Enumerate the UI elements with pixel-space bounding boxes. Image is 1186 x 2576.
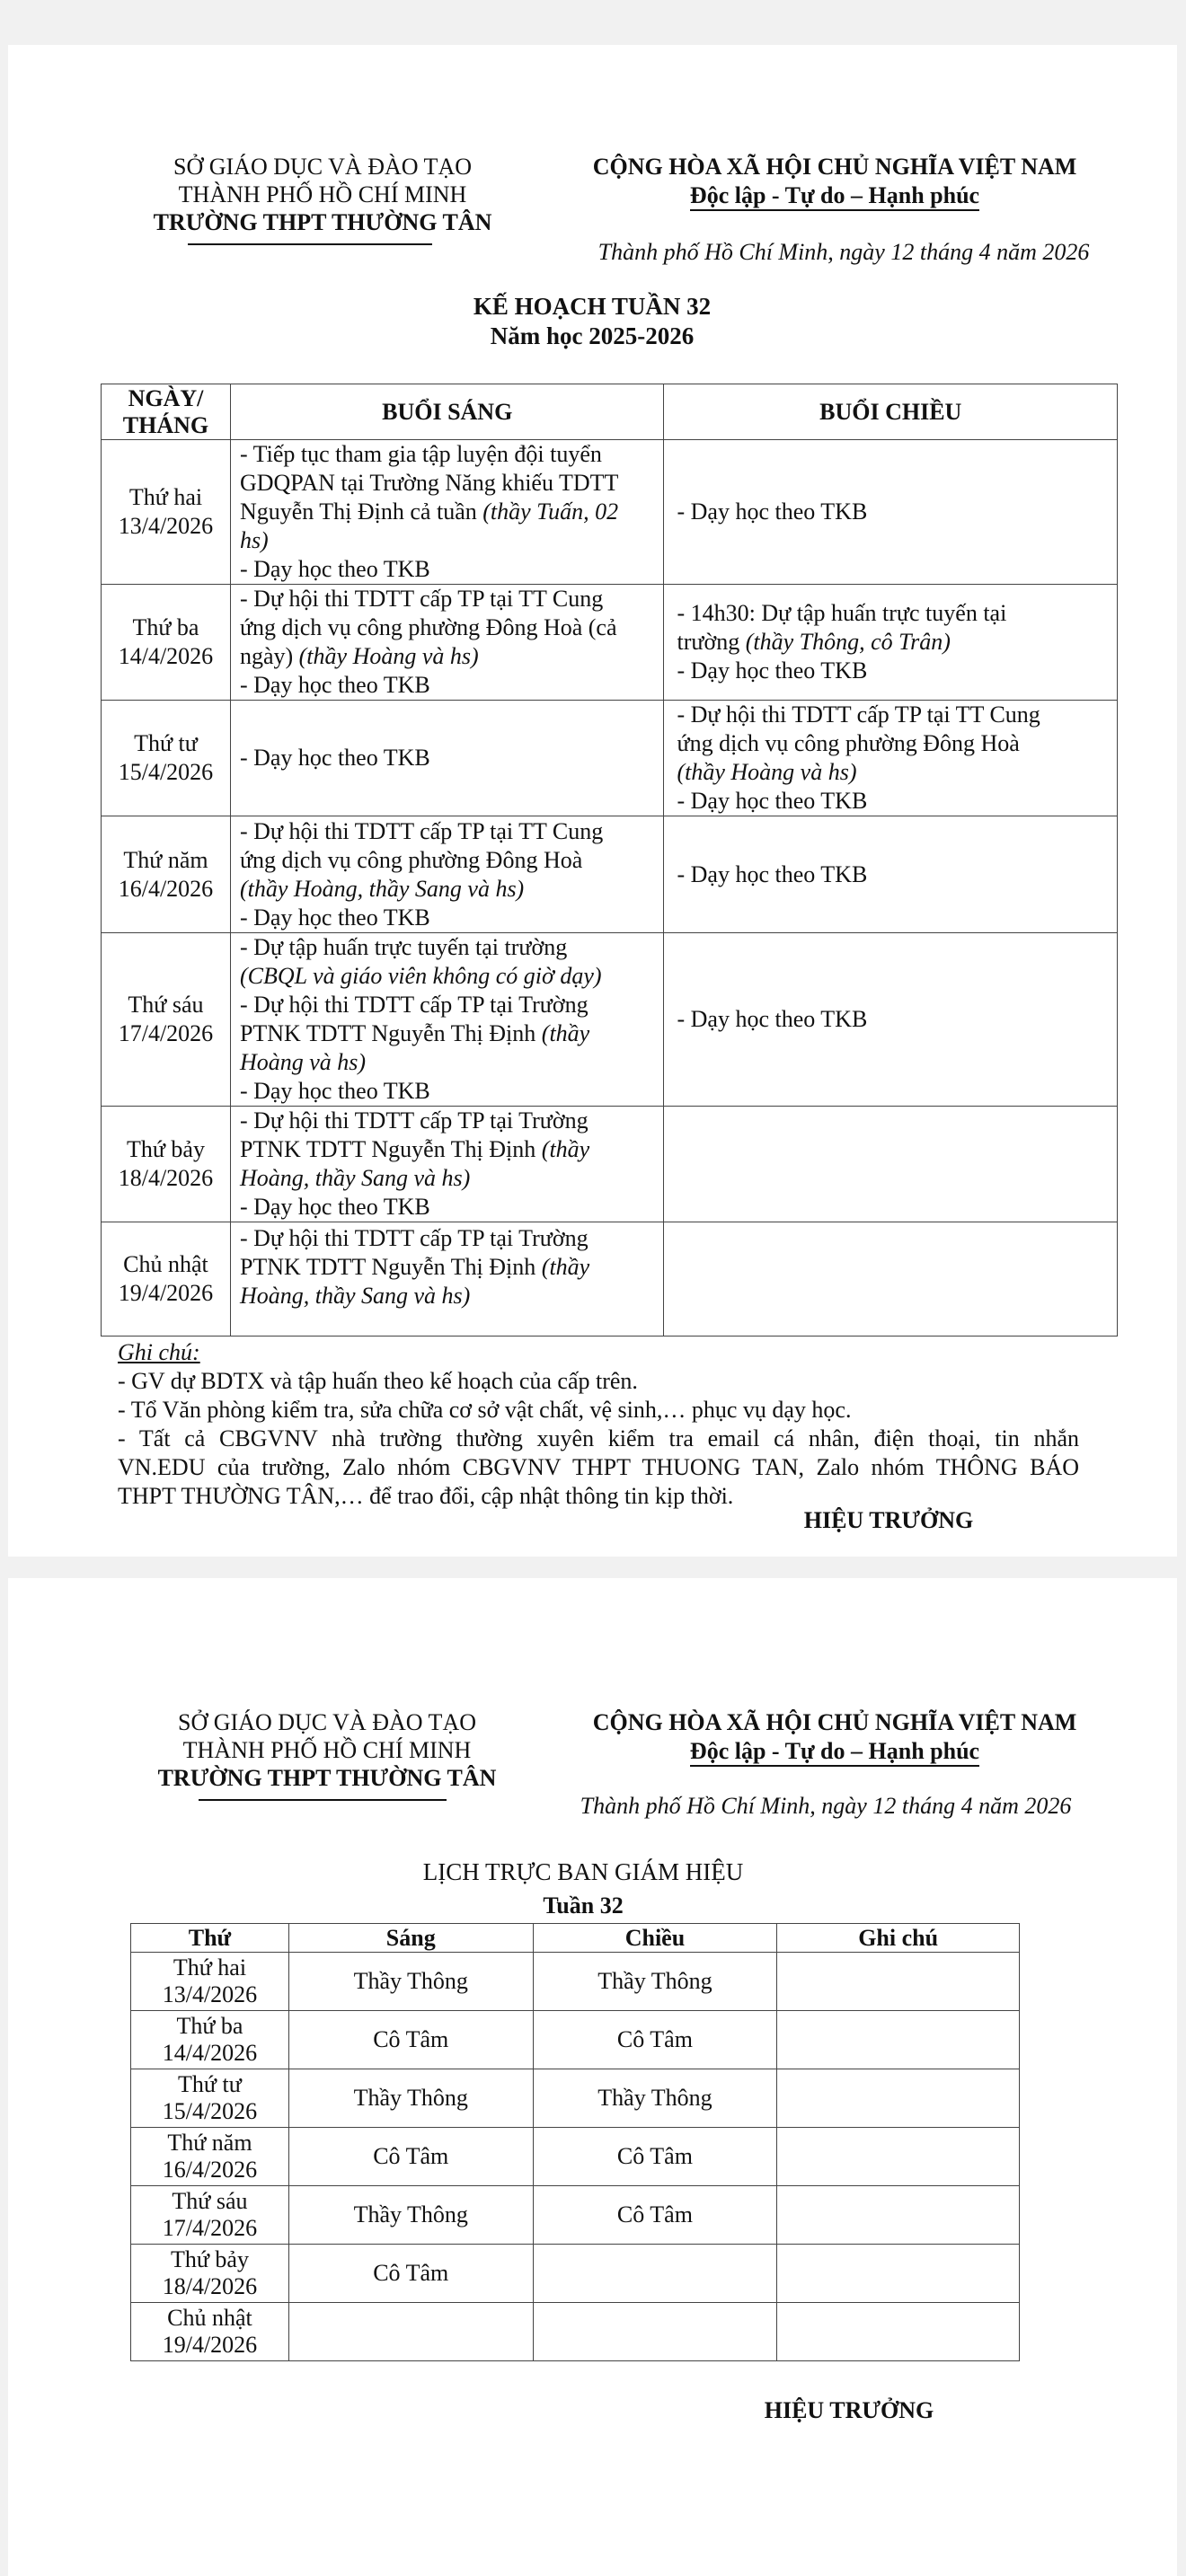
activity-line: - Dạy học theo TKB xyxy=(677,860,868,887)
day-cell xyxy=(131,2186,289,2245)
day-name: Chủ nhật xyxy=(123,1251,208,1277)
activity-line: - Dạy học theo TKB xyxy=(677,498,868,525)
school-underline-2 xyxy=(199,1799,447,1801)
activity-line: - Dự tập huấn trực tuyến tại trường xyxy=(239,934,568,960)
day-date: 19/4/2026 xyxy=(118,1280,214,1306)
notes-block xyxy=(118,1338,1079,1511)
day-cell xyxy=(131,2303,289,2361)
activity-people: (thầy Thông, cô Trân) xyxy=(745,629,951,655)
note-cell xyxy=(777,1953,1020,2011)
weekly-plan-table xyxy=(101,384,1118,1337)
activity-line: ứng dịch vụ công phường Đông Hoà xyxy=(677,730,1020,756)
dept-line-2: THÀNH PHỐ HỒ CHÍ MINH xyxy=(178,181,467,207)
day-date: 13/4/2026 xyxy=(162,1981,258,2007)
col-header-afternoon: BUỔI CHIỀU xyxy=(664,384,1118,440)
note-cell xyxy=(777,2245,1020,2303)
plan-title: KẾ HOẠCH TUẦN 32 xyxy=(473,293,712,320)
day-cell xyxy=(102,1222,231,1337)
day-name: Thứ năm xyxy=(167,2130,252,2156)
day-cell xyxy=(131,2011,289,2069)
table-row xyxy=(131,2303,1020,2361)
morning-cell xyxy=(230,816,664,933)
country-title: CỘNG HÒA XÃ HỘI CHỦ NGHĨA VIỆT NAM xyxy=(592,154,1077,180)
header-left-block-2 xyxy=(129,1708,525,1792)
day-date: 19/4/2026 xyxy=(162,2332,258,2358)
morning-cell: Thầy Thông xyxy=(288,2186,533,2245)
day-date: 14/4/2026 xyxy=(162,2040,258,2066)
day-date: 17/4/2026 xyxy=(162,2215,258,2241)
motto-text: Độc lập - Tự do – Hạnh phúc xyxy=(690,182,979,211)
activity-line: - Dạy học theo TKB xyxy=(239,1078,430,1104)
date-line: Thành phố Hồ Chí Minh, ngày 12 tháng 4 năm 2026 xyxy=(597,239,1090,265)
day-name: Thứ hai xyxy=(128,484,203,510)
afternoon-cell: Cô Tâm xyxy=(533,2011,777,2069)
day-date: 14/4/2026 xyxy=(118,643,214,669)
day-cell xyxy=(102,1107,231,1222)
table-row xyxy=(131,1953,1020,2011)
activity-people: (thầy Hoàng, thầy Sang và hs) xyxy=(239,875,525,902)
day-date: 15/4/2026 xyxy=(118,759,214,785)
note-line: VN.EDU của trường, Zalo nhóm CBGVNV THPT THUONG TAN, Zalo nhóm THÔNG BÁO xyxy=(118,1454,1079,1480)
note-line: THPT THƯỜNG TÂN,… để trao đổi, cập nhật thông tin kịp thời. xyxy=(118,1483,734,1509)
afternoon-cell xyxy=(664,585,1118,701)
activity-line: ứng dịch vụ công phường Đông Hoà (cả xyxy=(239,614,617,640)
activity-line: - 14h30: Dự tập huấn trực tuyến tại xyxy=(677,600,1007,626)
table-row xyxy=(131,2186,1020,2245)
table-row xyxy=(102,933,1118,1107)
col-header-morning: Sáng xyxy=(288,1924,533,1953)
morning-cell xyxy=(230,585,664,701)
activity-line: - Dự hội thi TDTT cấp TP tại TT Cung xyxy=(239,817,604,844)
table-row xyxy=(102,701,1118,816)
principal-signature: HIỆU TRƯỞNG xyxy=(803,1507,974,1533)
day-name: Thứ năm xyxy=(123,846,208,873)
activity-line: ứng dịch vụ công phường Đông Hoà xyxy=(239,846,583,873)
motto-text: Độc lập - Tự do – Hạnh phúc xyxy=(690,1738,979,1767)
country-title-2: CỘNG HÒA XÃ HỘI CHỦ NGHĨA VIỆT NAM xyxy=(592,1709,1077,1735)
day-name: Thứ tư xyxy=(178,2071,242,2097)
notes-title: Ghi chú: xyxy=(118,1339,200,1365)
duty-title: LỊCH TRỰC BAN GIÁM HIỆU xyxy=(422,1858,744,1885)
activity-line: PTNK TDTT Nguyễn Thị Định xyxy=(239,1136,536,1162)
document-page-1 xyxy=(8,45,1177,1557)
motto-2 xyxy=(552,1737,1118,1765)
day-name: Thứ sáu xyxy=(128,992,204,1018)
morning-cell xyxy=(230,440,664,585)
day-cell xyxy=(131,1953,289,2011)
activity-people: (thầy Tuấn, 02 xyxy=(482,498,619,525)
activity-people: hs) xyxy=(239,527,269,553)
morning-cell xyxy=(230,1222,664,1337)
morning-cell xyxy=(230,1107,664,1222)
note-line: - Tất cả CBGVNV nhà trường thường xuyên kiểm tra email cá nhân, điện thoại, tin nhắn xyxy=(118,1425,1079,1451)
table-row xyxy=(131,2011,1020,2069)
activity-line: - Dạy học theo TKB xyxy=(239,745,430,771)
activity-line: Nguyễn Thị Định cả tuần xyxy=(239,498,477,525)
note-cell xyxy=(777,2186,1020,2245)
activity-people: (thầy xyxy=(541,1020,590,1046)
activity-line: - Tiếp tục tham gia tập luyện đội tuyển xyxy=(239,441,602,467)
morning-cell xyxy=(230,933,664,1107)
day-cell xyxy=(131,2069,289,2128)
day-date: 17/4/2026 xyxy=(118,1020,214,1046)
col-header-afternoon: Chiều xyxy=(533,1924,777,1953)
afternoon-cell xyxy=(664,1107,1118,1222)
day-cell xyxy=(131,2128,289,2186)
day-name: Chủ nhật xyxy=(167,2305,252,2331)
col-header-day-line1: NGÀY/ xyxy=(128,384,204,411)
table-row xyxy=(131,2069,1020,2128)
activity-people: Hoàng, thầy Sang và hs) xyxy=(239,1165,471,1191)
col-header-morning: BUỔI SÁNG xyxy=(230,384,664,440)
afternoon-cell xyxy=(533,2245,777,2303)
document-page-2 xyxy=(8,1578,1177,2576)
day-name: Thứ ba xyxy=(176,2013,243,2039)
activity-people: (thầy Hoàng và hs) xyxy=(677,759,857,785)
note-line: - GV dự BDTX và tập huấn theo kế hoạch của cấp trên. xyxy=(118,1368,638,1394)
afternoon-cell xyxy=(664,440,1118,585)
table-row xyxy=(102,816,1118,933)
activity-line: GDQPAN tại Trường Năng khiếu TDTT xyxy=(239,470,619,496)
day-date: 18/4/2026 xyxy=(162,2273,258,2299)
school-name: TRƯỜNG THPT THƯỜNG TÂN xyxy=(153,209,492,235)
morning-cell: Cô Tâm xyxy=(288,2128,533,2186)
note-line: - Tổ Văn phòng kiểm tra, sửa chữa cơ sở vật chất, vệ sinh,… phục vụ dạy học. xyxy=(118,1397,852,1423)
activity-people: (thầy xyxy=(541,1136,590,1162)
date-line-2: Thành phố Hồ Chí Minh, ngày 12 tháng 4 năm 2026 xyxy=(580,1793,1072,1819)
activity-line: - Dự hội thi TDTT cấp TP tại TT Cung xyxy=(677,701,1040,728)
day-cell xyxy=(131,2245,289,2303)
activity-line: - Dạy học theo TKB xyxy=(239,1194,430,1220)
activity-line: PTNK TDTT Nguyễn Thị Định xyxy=(239,1254,536,1280)
col-header-note: Ghi chú xyxy=(777,1924,1020,1953)
activity-people: Hoàng, thầy Sang và hs) xyxy=(239,1283,471,1309)
afternoon-cell: Cô Tâm xyxy=(533,2186,777,2245)
school-name: TRƯỜNG THPT THƯỜNG TÂN xyxy=(157,1765,497,1791)
activity-line: PTNK TDTT Nguyễn Thị Định xyxy=(239,1020,536,1046)
day-name: Thứ ba xyxy=(132,614,199,640)
day-date: 18/4/2026 xyxy=(118,1165,214,1191)
day-cell xyxy=(102,701,231,816)
activity-people: (thầy xyxy=(541,1254,590,1280)
plan-header-row xyxy=(102,384,1118,440)
col-header-day-line2: THÁNG xyxy=(122,411,209,438)
afternoon-cell: Thầy Thông xyxy=(533,2069,777,2128)
day-name: Thứ tư xyxy=(134,730,198,756)
afternoon-cell xyxy=(664,816,1118,933)
principal-signature-2: HIỆU TRƯỞNG xyxy=(764,2397,934,2423)
afternoon-cell: Thầy Thông xyxy=(533,1953,777,2011)
note-cell xyxy=(777,2069,1020,2128)
morning-cell: Thầy Thông xyxy=(288,1953,533,2011)
activity-line: - Dạy học theo TKB xyxy=(239,672,430,698)
table-row xyxy=(131,2128,1020,2186)
duty-week: Tuần 32 xyxy=(543,1892,624,1919)
activity-people: (CBQL và giáo viên không có giờ dạy) xyxy=(239,963,602,989)
note-cell xyxy=(777,2128,1020,2186)
activity-line: - Dự hội thi TDTT cấp TP tại TT Cung xyxy=(239,586,604,612)
afternoon-cell: Cô Tâm xyxy=(533,2128,777,2186)
activity-line: - Dạy học theo TKB xyxy=(677,1006,868,1032)
activity-people: (thầy Hoàng và hs) xyxy=(298,643,479,669)
table-row xyxy=(102,585,1118,701)
school-underline xyxy=(188,243,432,245)
day-cell xyxy=(102,440,231,585)
day-cell xyxy=(102,933,231,1107)
dept-line-2: THÀNH PHỐ HỒ CHÍ MINH xyxy=(182,1737,472,1763)
table-row xyxy=(102,1107,1118,1222)
activity-line: - Dự hội thi TDTT cấp TP tại Trường xyxy=(239,992,589,1018)
afternoon-cell xyxy=(664,1222,1118,1337)
duty-header-row xyxy=(131,1924,1020,1953)
morning-cell: Cô Tâm xyxy=(288,2011,533,2069)
activity-line: - Dạy học theo TKB xyxy=(239,556,430,582)
day-name: Thứ bảy xyxy=(126,1136,205,1162)
afternoon-cell xyxy=(533,2303,777,2361)
table-row xyxy=(131,2245,1020,2303)
day-date: 13/4/2026 xyxy=(118,513,214,539)
activity-people: Hoàng và hs) xyxy=(239,1049,367,1075)
table-row xyxy=(102,1222,1118,1337)
afternoon-cell xyxy=(664,933,1118,1107)
col-header-day: Thứ xyxy=(131,1924,289,1953)
day-date: 16/4/2026 xyxy=(118,875,214,902)
morning-cell: Cô Tâm xyxy=(288,2245,533,2303)
day-name: Thứ bảy xyxy=(170,2246,249,2272)
day-date: 15/4/2026 xyxy=(162,2098,258,2124)
dept-line-1: SỞ GIÁO DỤC VÀ ĐÀO TẠO xyxy=(173,154,472,180)
afternoon-cell xyxy=(664,701,1118,816)
day-name: Thứ sáu xyxy=(172,2188,248,2214)
activity-line: - Dự hội thi TDTT cấp TP tại Trường xyxy=(239,1225,589,1251)
activity-line: - Dự hội thi TDTT cấp TP tại Trường xyxy=(239,1107,589,1134)
morning-cell: Thầy Thông xyxy=(288,2069,533,2128)
morning-cell xyxy=(288,2303,533,2361)
day-cell xyxy=(102,585,231,701)
header-left-block xyxy=(125,153,520,236)
morning-cell xyxy=(230,701,664,816)
dept-line-1: SỞ GIÁO DỤC VÀ ĐÀO TẠO xyxy=(178,1709,476,1735)
plan-subtitle: Năm học 2025-2026 xyxy=(490,322,695,349)
table-row xyxy=(102,440,1118,585)
duty-schedule-table xyxy=(130,1923,1020,2361)
activity-line: trường xyxy=(677,629,740,655)
activity-line: - Dạy học theo TKB xyxy=(239,904,430,931)
day-cell xyxy=(102,816,231,933)
activity-line: - Dạy học theo TKB xyxy=(677,788,868,814)
day-name: Thứ hai xyxy=(173,1954,247,1981)
note-cell xyxy=(777,2303,1020,2361)
motto xyxy=(552,181,1118,209)
activity-line: - Dạy học theo TKB xyxy=(677,657,868,684)
note-cell xyxy=(777,2011,1020,2069)
col-header-day xyxy=(102,384,231,440)
activity-line: ngày) xyxy=(239,643,294,669)
day-date: 16/4/2026 xyxy=(162,2157,258,2183)
